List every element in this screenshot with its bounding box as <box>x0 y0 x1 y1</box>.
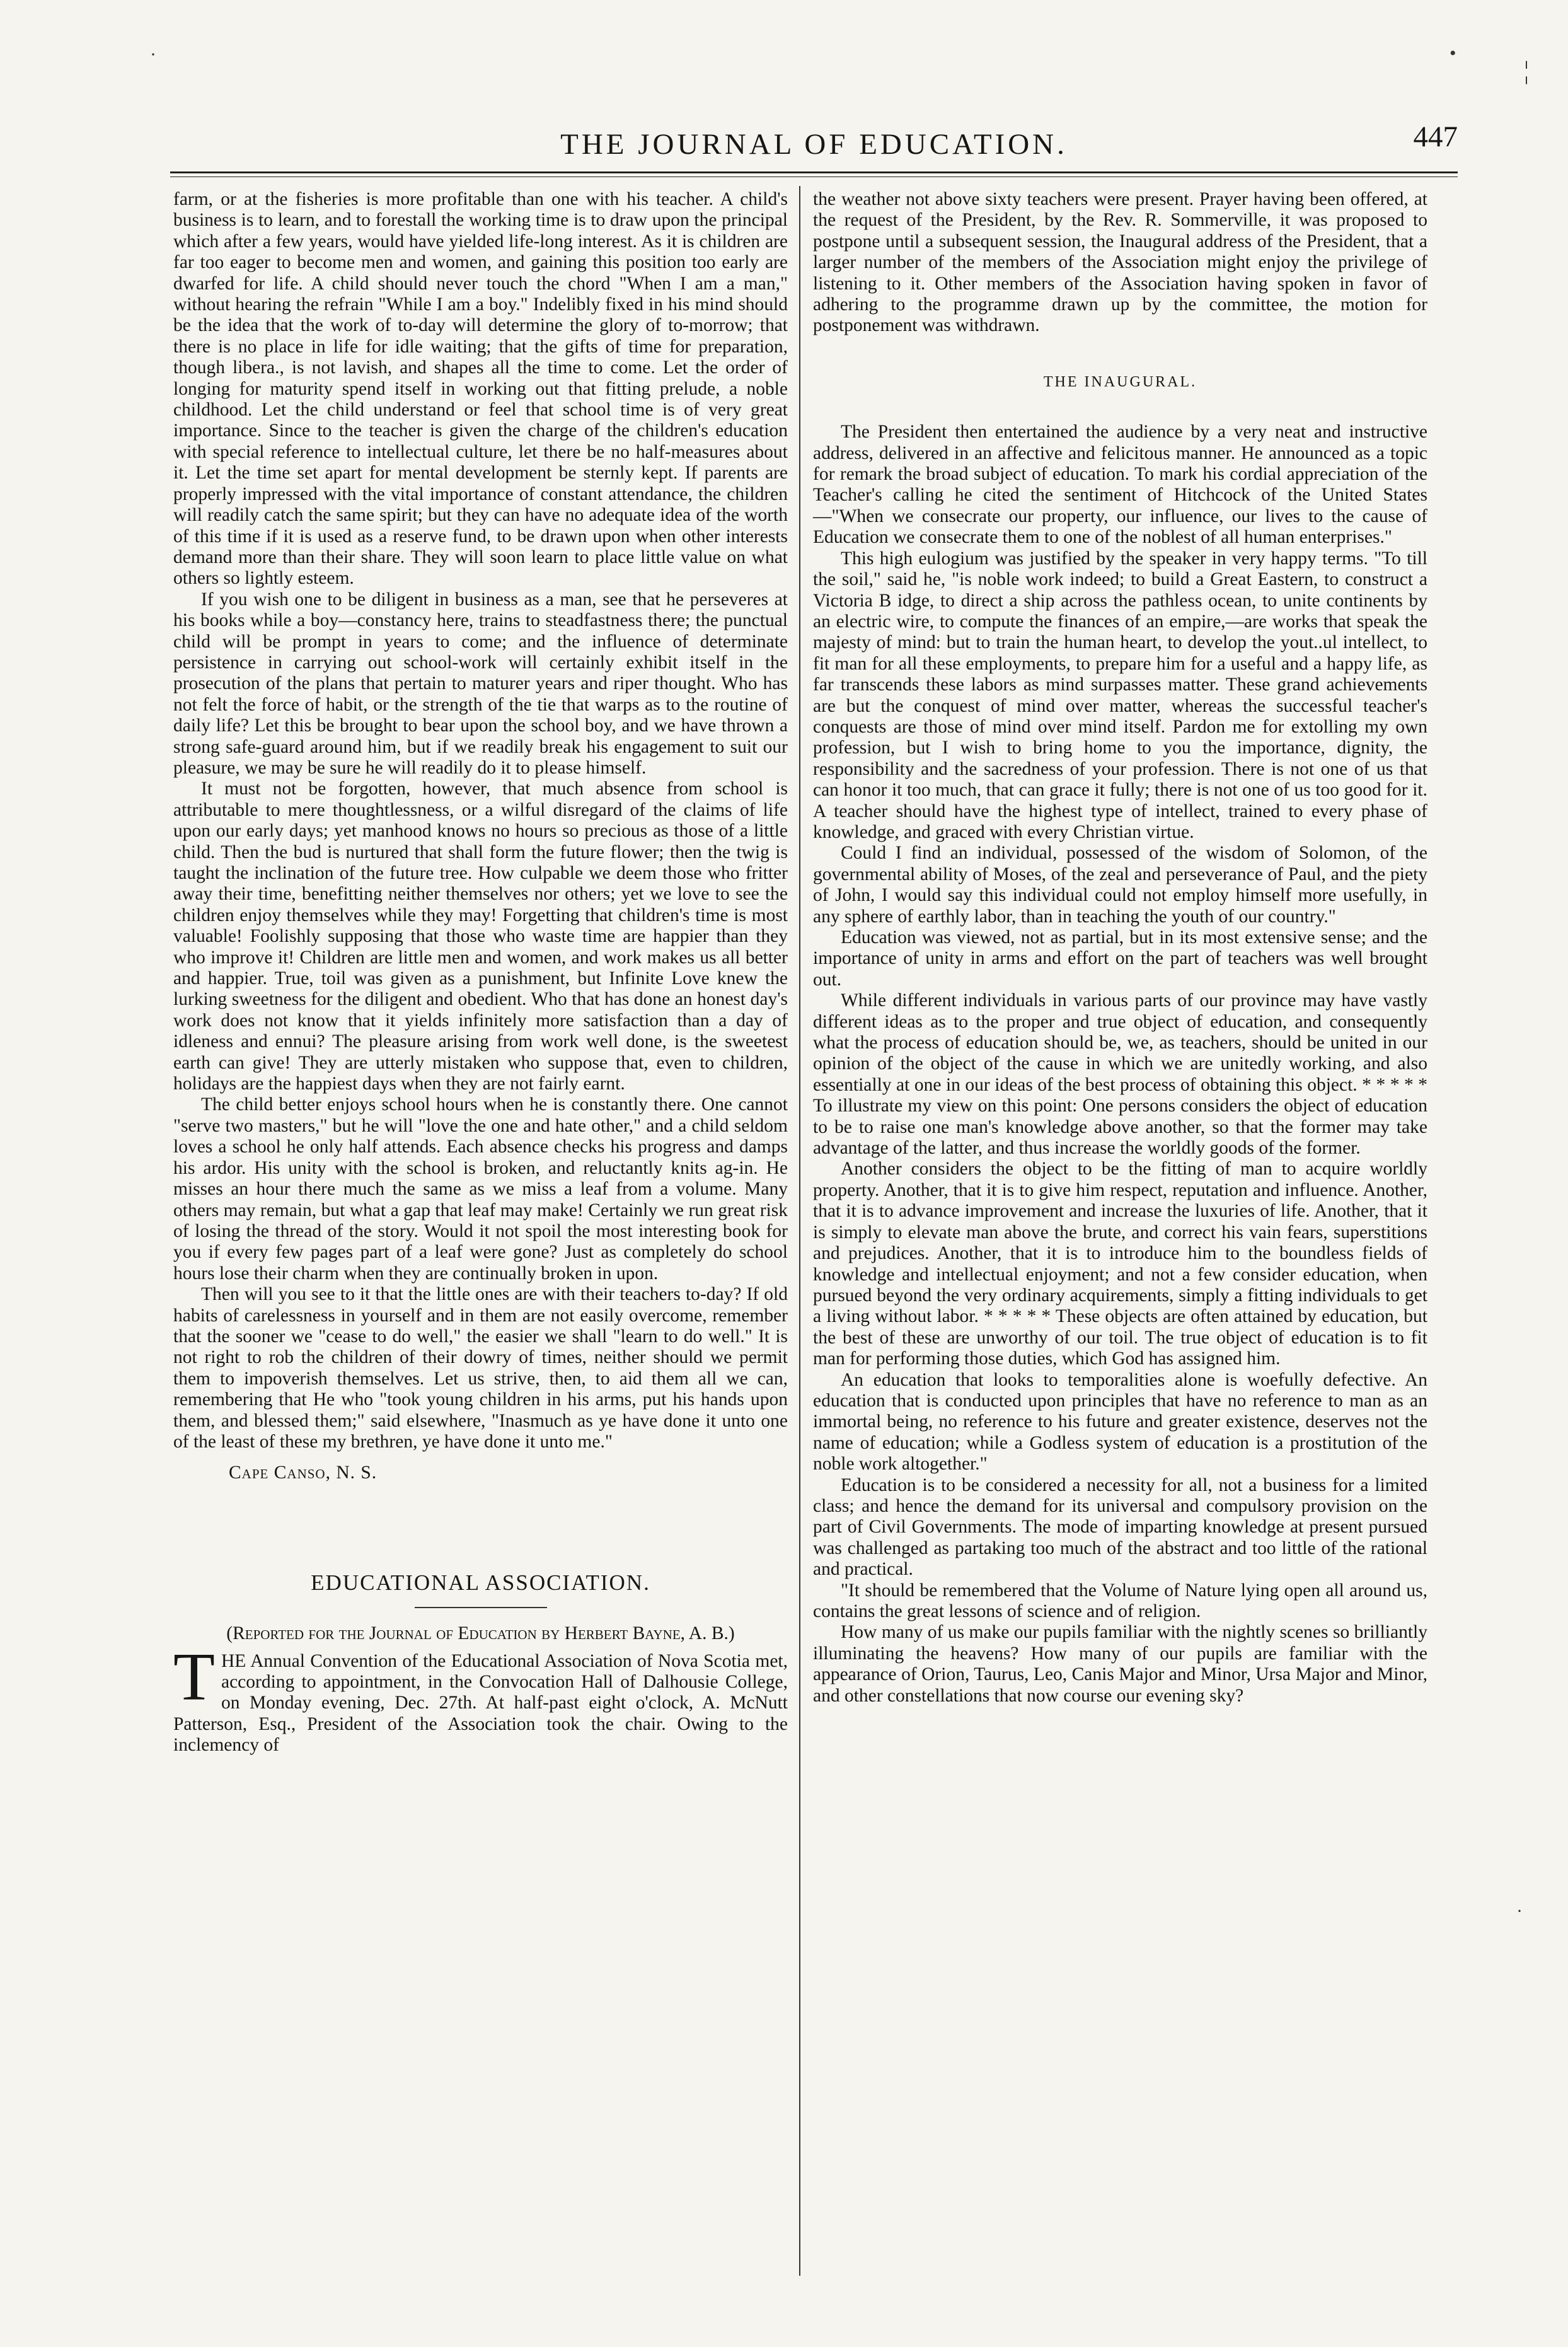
article-paragraph: While different individuals in various parts of our province may have vastly different ideas as to the proper and true object of education, and consequently what the process of education should be, we, as teachers, should be united in our opinion of the object of the cause in which we are unitedly working, and also essentially at one in our ideas of the best process of obtaining this object. * * * * * To illustrate my view on this point: One persons considers the object of education to be to raise one man's knowledge above another, so that the former may take advantage of the latter, and thus increase the worldly goods of the former. <box>813 990 1427 1159</box>
section-rule <box>415 1607 547 1608</box>
page-header <box>170 120 1458 170</box>
ink-speck: • <box>1450 43 1456 64</box>
section-title: EDUCATIONAL ASSOCIATION. <box>311 1570 650 1595</box>
article-paragraph: Education is to be considered a necessity for all, not a business for a limited class; and hence the demand for its universal and compulsory provision on the part of Civil Governments. The mode of imparting knowledge at present pursued was challenged as partaking too much of the abstract and too little of the rational and practical. <box>813 1475 1427 1580</box>
subheading: THE INAUGURAL. <box>1043 373 1197 390</box>
article-paragraph: the weather not above sixty teachers were present. Prayer having been offered, at the request of the President, by the Rev. R. Sommerville, it was proposed to postpone until a subsequent session, the Inaugural address of the President, that a larger number of the members of the Association might enjoy the privilege of listening to it. Other members of the Association having spoken in favor of adhering to the programme drawn up by the committee, the motion for postponement was withdrawn. <box>813 189 1427 336</box>
article-paragraph: It must not be forgotten, however, that much absence from school is attributable to mere thoughtlessness, or a wilful disregard of the claims of life upon our early days; yet manhood knows no hours so precious as those of a little child. Then the bud is nurtured that shall form the future flower; then the twig is taught the inclination of the future tree. How culpable we deem those who fritter away their time, benefitting neither themselves nor others; yet we love to see the children enjoy themselves while they may! Forgetting that children's time is most valuable! Foolishly supposing that those who waste time are happier than they who improve it! Children are little men and women, and work makes us all better and happier. True, toil was given as a punishment, but Infinite Love knew the lurking sweetness for the diligent and obedient. Who that has done an honest day's work does not know that it yields infinitely more satisfaction than a day of idleness and ennui? The pleasure arising from work well done, is the sweetest earth can give! They are utterly mistaken who suppose that, even to children, holidays are the happiest days when they are not fairly earnt. <box>173 779 788 1094</box>
article-paragraph: The child better enjoys school hours when he is constantly there. One cannot "serve two masters," but he will "love the one and hate other," and a child seldom loves a school he only half attends. Each absence checks his progress and damps his ardor. His unity with the school is broken, and reluctantly knits ag-in. He misses an hour there much the same as we miss a leaf from a volume. Many others may remain, but what a gap that leaf may make! Certainly we run great risk of losing the thread of the story. Would it not spoil the most interesting book for you if every few pages part of a leaf were gone? Just as completely do school hours lose their charm when they are continually broken in upon. <box>173 1094 788 1284</box>
section-intro-text: HE Annual Convention of the Educational Association of Nova Scotia met, according to appointment, in the Convocation Hall of Dalhousie College, on Monday evening, Dec. 27th. At half-past eight o'clock, A. McNutt Patterson, Esq., President of the Association took the chair. Owing to the inclemency of <box>173 1650 788 1756</box>
ink-speck: · <box>150 44 156 65</box>
article-paragraph: Then will you see to it that the little ones are with their teachers to-day? If old habits of carelessness in yourself and in them are not easily overcome, remember that the sooner we "cease to do well," the easier we shall "learn to do well." It is not right to rob the children of their dowry of times, neither should we permit them to impoverish themselves. Let us strive, then, to aid them all we can, remembering that He who "took young children in his arms, put his hands upon them, and blessed them;" said elsewhere, "Inasmuch as ye have done it unto one of the least of these my brethren, ye have done it unto me." <box>173 1284 788 1452</box>
article-paragraph: Another considers the object to be the fitting of man to acquire worldly property. Another, that it is to give him respect, reputation and influence. Another, that it is to advance improvement and increase the luxuries of life. Another, that it is simply to elevate man above the brute, and correct his vain fears, superstitions and prejudices. Another, that it is to introduce him to the boundless fields of knowledge and intellectual enjoyment; and not a few consider education, when pursued beyond the very ordinary acquirements, simply a fitting individuals to get a living without labor. * * * * * These objects are often attained by education, but the best of these are unworthy of our toil. The true object of education is to fit man for performing those duties, which God has assigned him. <box>813 1159 1427 1369</box>
page-number: 447 <box>1413 120 1458 153</box>
article-paragraph: Could I find an individual, possessed of the wisdom of Solomon, of the governmental ability of Moses, of the zeal and perseverance of Paul, and the piety of John, I would say this individual could not employ himself more usefully, in any sphere of earthly labor, than in teaching the youth of our country." <box>813 843 1427 927</box>
right-column <box>813 189 1427 1707</box>
article-paragraph: This high eulogium was justified by the speaker in very happy terms. "To till the soil," said he, "is noble work indeed; to build a Great Eastern, to construct a Victoria B idge, to direct a ship across the pathless ocean, to unite continents by an electric wire, to compute the finances of an empire,—are works that speak the majesty of mind: but to train the human heart, to develop the yout..ul intellect, to fit man for all these employments, to prepare him for a useful and a happy life, as far transcends these labors as mind surpasses matter. These grand achievements are but the conquest of mind over matter, whereas the successful teacher's conquests are those of mind over mind itself. Pardon me for extolling my own profession, but I wish to bring home to you the importance, dignity, the responsibility and the sacredness of your profession. There is not one of us that can honor it too much, that can grace it fully; there is not one of us too good for it. A teacher should have the highest type of intellect, trained to every phase of knowledge, and graced with every Christian virtue. <box>813 548 1427 842</box>
column-divider <box>799 186 800 2276</box>
left-column <box>173 189 788 1756</box>
section-credit: (Reported for the Journal of Education by Herbert Bayne, A. B.) <box>226 1623 735 1644</box>
journal-title: THE JOURNAL OF EDUCATION. <box>560 128 1068 161</box>
article-paragraph: "It should be remembered that the Volume of Nature lying open all around us, contains the great lessons of science and of religion. <box>813 1580 1427 1621</box>
article-paragraph: If you wish one to be diligent in business as a man, see that he perseveres at his books while a boy—constancy here, trains to steadfastness there; the punctual child will be prompt in years to come; and the influence of determinate persistence in carrying out school-work will certainly exhibit itself in the prosecution of the plans that pertain to maturer years and riper thought. Who has not felt the force of habit, or the strength of the tie that warps as to the routine of daily life? Let this be brought to bear upon the school boy, and we have thrown a strong safe-guard around him, but if we readily break his engagement to suit our pleasure, we may be sure he will readily do it to please himself. <box>173 589 788 778</box>
section-intro <box>173 1639 788 1756</box>
article-paragraph: The President then entertained the audience by a very neat and instructive address, delivered in an affective and felicitous manner. He announced as a topic for remark the broad subject of education. To mark his cordial appreciation of the Teacher's calling he cited the sentiment of Hitchcock of the United States—"When we consecrate our property, our influence, our lives to the cause of Education we consecrate them to one of the noblest of all human enterprises." <box>813 422 1427 548</box>
drop-cap: T <box>173 1639 215 1715</box>
article-paragraph: farm, or at the fisheries is more profitable than one with his teacher. A child's business is to learn, and to forestall the working time is to draw upon the principal which after a few years, would have yielded life-long interest. As it is children are far too eager to become men and women, and gaining this position too early are dwarfed for life. A child should never touch the chord "When I am a man," without hearing the refrain "While I am a boy." Indelibly fixed in his mind should be the idea that the work of to-day will determine the glory of to-morrow; that there is no place in life for idle waiting; that the gifts of time for preparation, though libera., is not lavish, and shapes all the time to come. Let the order of longing for maturity spend itself in working out that fitting prelude, a noble childhood. Let the child understand or feel that school time is of very great importance. Since to the teacher is given the charge of the children's education with special reference to intellectual culture, let there be no half-measures about it. Let the time set apart for mental development be sternly kept. If parents are properly impressed with the vital importance of constant attendance, the children will readily catch the same spirit; but they can have no adequate idea of the worth of this time if it is used as a reserve fund, to be drawn upon when other interests demand more than their share. They will soon learn to place little value on what others so lightly esteem. <box>173 189 788 589</box>
ink-speck: · <box>1516 1901 1523 1921</box>
header-rule <box>170 171 1458 173</box>
article-signature: Cape Canso, N. S. <box>229 1463 378 1483</box>
article-paragraph: How many of us make our pupils familiar with the nightly scenes so brilliantly illuminating the heavens? How many of our pupils are familiar with the appearance of Orion, Taurus, Leo, Canis Major and Minor, Ursa Major and Minor, and other constellations that now course our evening sky? <box>813 1622 1427 1706</box>
article-paragraph: An education that looks to temporalities alone is woefully defective. An education that is conducted upon principles that have no reference to man as an immortal being, no reference to his future and greater existence, deserves not the name of education; while a Godless system of education is a prostitution of the noble work altogether." <box>813 1369 1427 1475</box>
ink-speck: ¦ <box>1524 56 1530 84</box>
article-paragraph: Education was viewed, not as partial, but in its most extensive sense; and the importance of unity in arms and effort on the part of teachers was well brought out. <box>813 927 1427 990</box>
